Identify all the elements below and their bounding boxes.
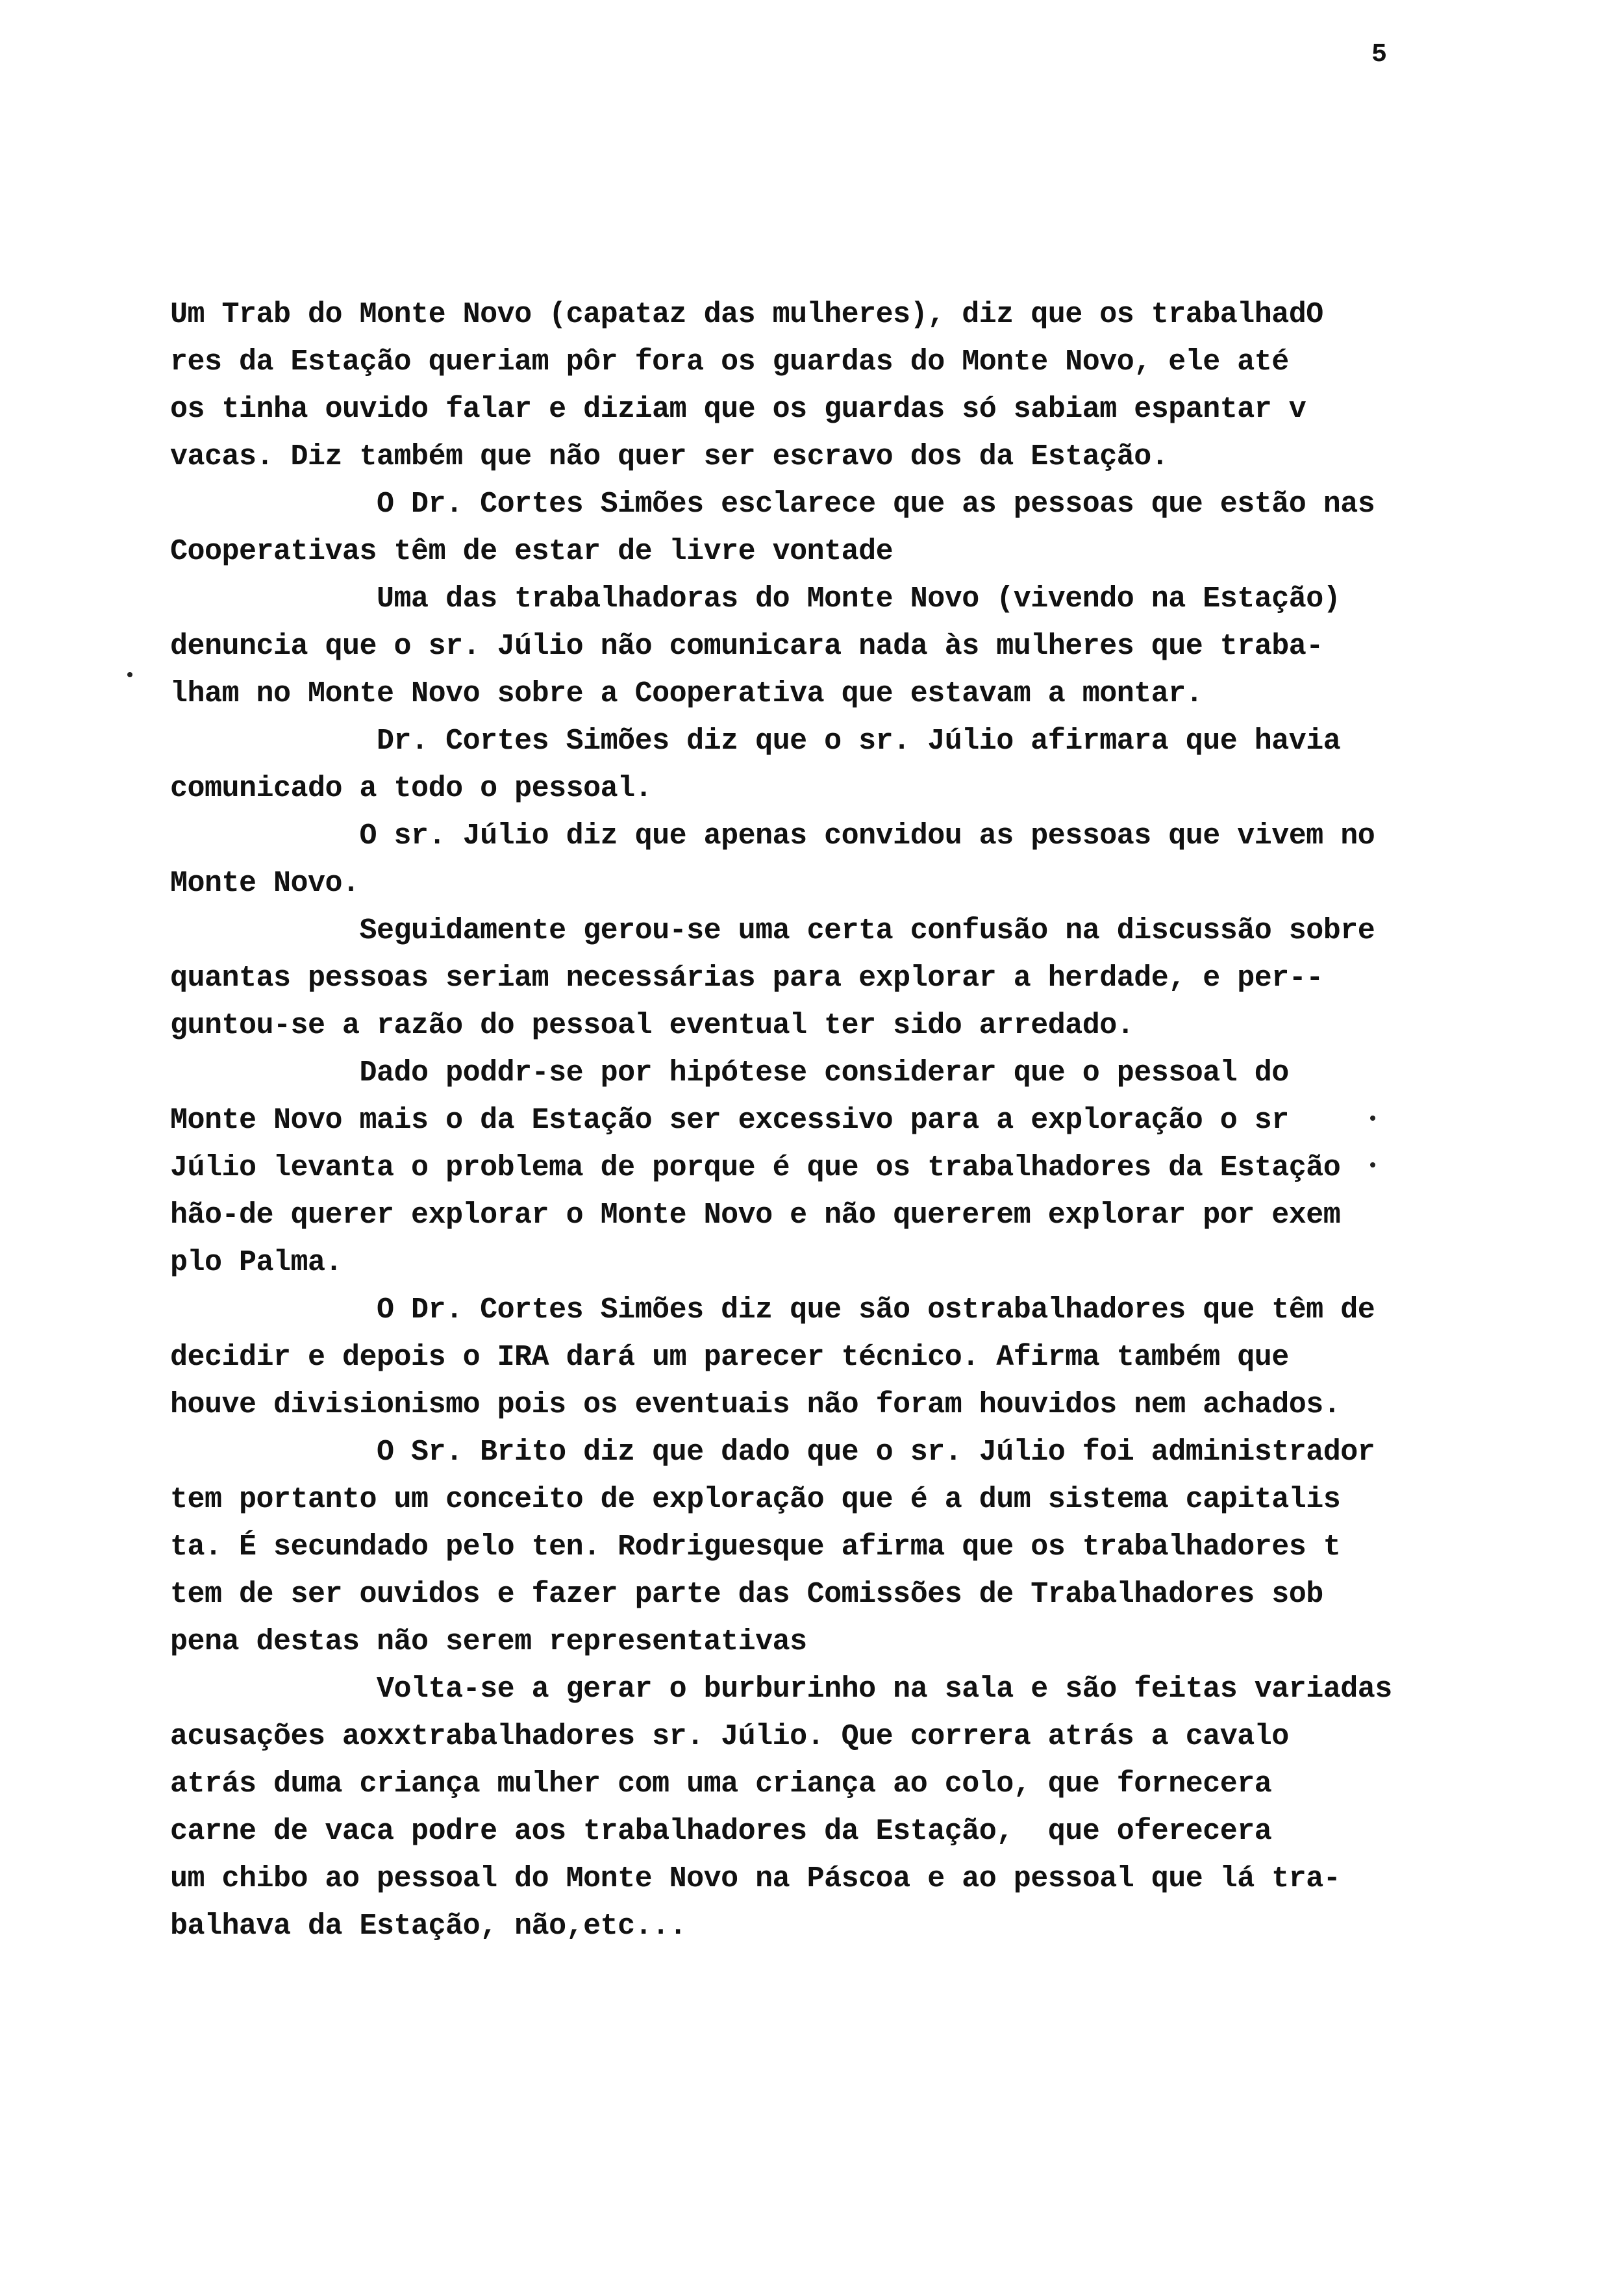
text-line: Dr. Cortes Simões diz que o sr. Júlio afirmara que havia bbox=[170, 725, 1341, 758]
text-line: Um Trab do Monte Novo (capataz das mulheres), diz que os trabalhadO bbox=[170, 298, 1323, 331]
text-line: Seguidamente gerou-se uma certa confusão na discussão sobre bbox=[170, 914, 1375, 947]
text-line: vacas. Diz também que não quer ser escravo dos da Estação. bbox=[170, 440, 1169, 473]
text-line: Cooperativas têm de estar de livre vontade bbox=[170, 535, 894, 568]
typed-document-body bbox=[170, 291, 1482, 1950]
text-line: res da Estação queriam pôr fora os guardas do Monte Novo, ele até bbox=[170, 345, 1289, 379]
text-line: plo Palma. bbox=[170, 1246, 343, 1279]
text-line: houve divisionismo pois os eventuais não foram houvidos nem achados. bbox=[170, 1388, 1341, 1421]
text-line: Volta-se a gerar o burburinho na sala e são feitas variadas bbox=[170, 1673, 1392, 1706]
text-line: acusações aoxxtrabalhadores sr. Júlio. Que correra atrás a cavalo bbox=[170, 1720, 1289, 1753]
text-line: tem de ser ouvidos e fazer parte das Comissões de Trabalhadores sob bbox=[170, 1578, 1323, 1611]
text-line: O Dr. Cortes Simões esclarece que as pessoas que estão nas bbox=[170, 488, 1375, 521]
text-line: Monte Novo mais o da Estação ser excessivo para a exploração o sr bbox=[170, 1104, 1289, 1137]
text-line: quantas pessoas seriam necessárias para explorar a herdade, e per-- bbox=[170, 962, 1323, 995]
text-line: atrás duma criança mulher com uma criança ao colo, que fornecera bbox=[170, 1767, 1272, 1801]
text-line: comunicado a todo o pessoal. bbox=[170, 772, 653, 805]
stray-mark-dot bbox=[1370, 1162, 1375, 1167]
text-line: O Sr. Brito diz que dado que o sr. Júlio foi administrador bbox=[170, 1436, 1375, 1469]
text-line: guntou-se a razão do pessoal eventual ter sido arredado. bbox=[170, 1009, 1134, 1042]
text-line: decidir e depois o IRA dará um parecer técnico. Afirma também que bbox=[170, 1341, 1289, 1374]
text-line: denuncia que o sr. Júlio não comunicara nada às mulheres que traba- bbox=[170, 630, 1323, 663]
text-line: pena destas não serem representativas bbox=[170, 1625, 807, 1658]
stray-mark-dot bbox=[1370, 1116, 1375, 1121]
page-number: 5 bbox=[1371, 40, 1388, 69]
text-line: lham no Monte Novo sobre a Cooperativa que estavam a montar. bbox=[170, 677, 1203, 710]
text-line: Júlio levanta o problema de porque é que os trabalhadores da Estação bbox=[170, 1151, 1341, 1184]
text-line: hão-de querer explorar o Monte Novo e não quererem explorar por exem bbox=[170, 1199, 1341, 1232]
text-line: Dado poddr-se por hipótese considerar que o pessoal do bbox=[170, 1056, 1289, 1090]
text-line: carne de vaca podre aos trabalhadores da Estação, que oferecera bbox=[170, 1815, 1272, 1848]
text-line: um chibo ao pessoal do Monte Novo na Páscoa e ao pessoal que lá tra- bbox=[170, 1862, 1341, 1895]
text-line: Uma das trabalhadoras do Monte Novo (vivendo na Estação) bbox=[170, 582, 1341, 616]
stray-mark-dot bbox=[127, 672, 132, 677]
text-line: O sr. Júlio diz que apenas convidou as pessoas que vivem no bbox=[170, 819, 1375, 853]
text-line: O Dr. Cortes Simões diz que são ostrabalhadores que têm de bbox=[170, 1293, 1375, 1327]
text-line: tem portanto um conceito de exploração que é a dum sistema capitalis bbox=[170, 1483, 1341, 1516]
text-line: balhava da Estação, não,etc... bbox=[170, 1910, 687, 1943]
text-line: ta. É secundado pelo ten. Rodriguesque afirma que os trabalhadores t bbox=[170, 1530, 1341, 1564]
text-line: Monte Novo. bbox=[170, 867, 360, 900]
text-line: os tinha ouvido falar e diziam que os guardas só sabiam espantar v bbox=[170, 393, 1306, 426]
